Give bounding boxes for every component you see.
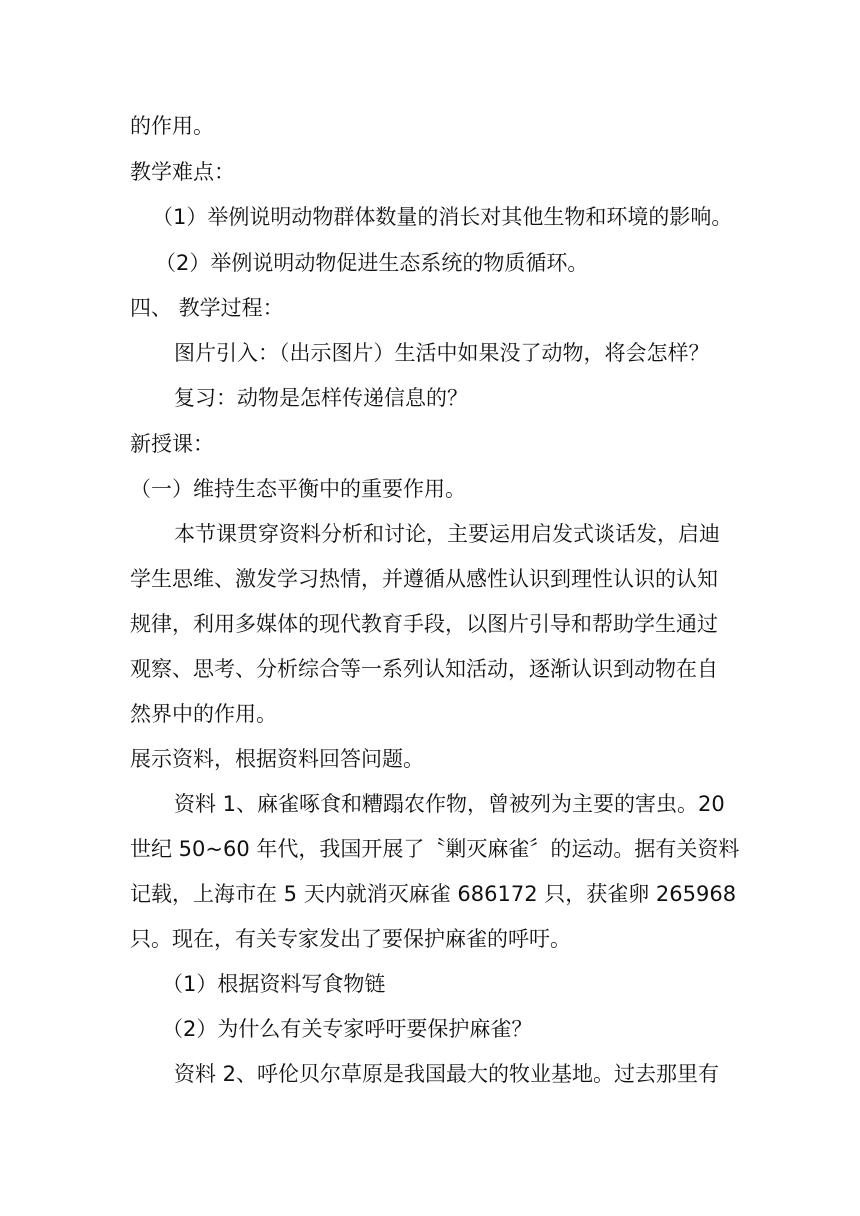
paragraph-line: 资料 1、麻雀啄食和糟蹋农作物，曾被列为主要的害虫。20 <box>174 792 725 816</box>
heading-new-lesson: 新授课： <box>130 432 214 456</box>
question-item-1: （1）根据资料写食物链 <box>162 972 386 996</box>
paragraph-line: 学生思维、激发学习热情，并遵循从感性认识到理性认识的认知 <box>130 567 718 591</box>
section-heading: （一）维持生态平衡中的重要作用。 <box>130 477 466 501</box>
heading-teaching-process: 四、 教学过程： <box>130 296 284 320</box>
paragraph-line: 观察、思考、分析综合等一系列认知活动，逐渐认识到动物在自 <box>130 657 718 681</box>
paragraph-line: 然界中的作用。 <box>130 702 277 726</box>
paragraph-line: 本节课贯穿资料分析和讨论，主要运用启发式谈话发，启迪 <box>174 522 720 546</box>
paragraph-line: 资料 2、呼伦贝尔草原是我国最大的牧业基地。过去那里有 <box>174 1062 720 1086</box>
difficulty-item-1: （1）举例说明动物群体数量的消长对其他生物和环境的影响。 <box>152 205 733 229</box>
question-item-2: （2）为什么有关专家呼吁要保护麻雀？ <box>162 1017 533 1041</box>
text-line: 图片引入：（出示图片）生活中如果没了动物，将会怎样？ <box>174 341 710 365</box>
text-line: 的作用。 <box>130 114 214 138</box>
heading-teaching-difficulties: 教学难点： <box>130 160 235 184</box>
paragraph-line: 规律，利用多媒体的现代教育手段，以图片引导和帮助学生通过 <box>130 612 718 636</box>
text-line: 展示资料，根据资料回答问题。 <box>130 747 424 771</box>
difficulty-item-2: （2）举例说明动物促进生态系统的物质循环。 <box>155 251 589 275</box>
text-line: 复习：动物是怎样传递信息的？ <box>174 386 468 410</box>
paragraph-line: 记载，上海市在 5 天内就消灭麻雀 686172 只，获雀卵 265968 <box>130 882 737 906</box>
paragraph-line: 世纪 50~60 年代，我国开展了〝剿灭麻雀〞的运动。据有关资料 <box>130 837 740 861</box>
paragraph-line: 只。现在，有关专家发出了要保护麻雀的呼吁。 <box>130 927 571 951</box>
